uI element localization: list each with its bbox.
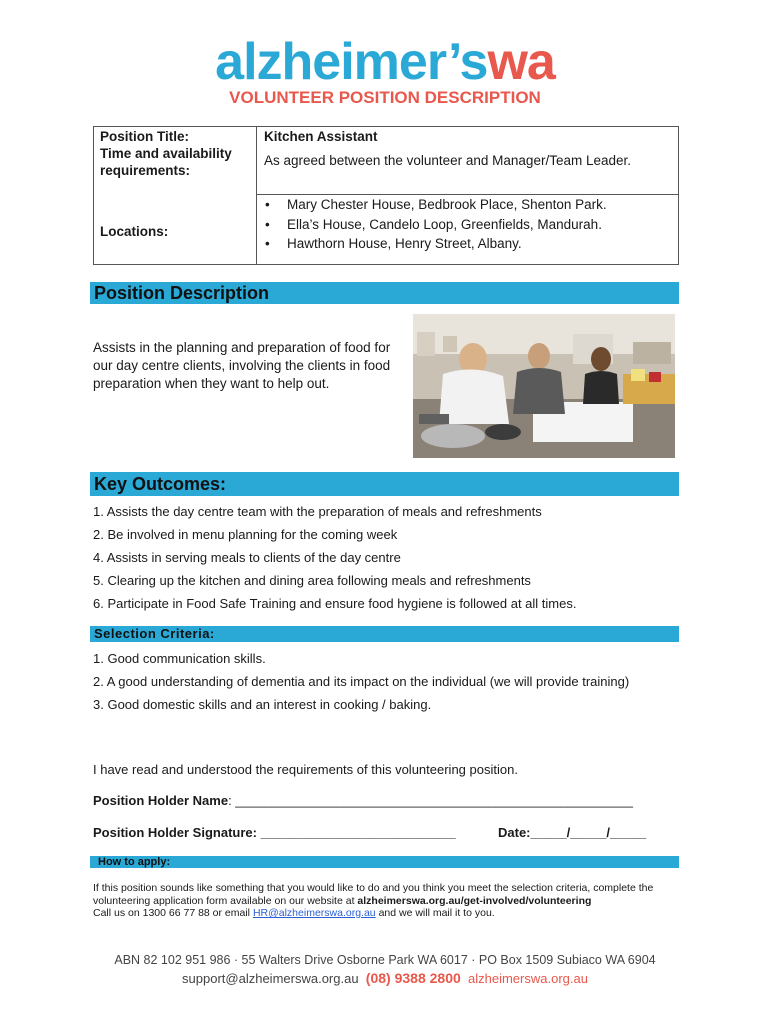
location-item: • Mary Chester House, Bedbrook Place, Shenton Park.	[257, 195, 677, 215]
declaration-text: I have read and understood the requirements of this volunteering position.	[93, 762, 518, 777]
footer-website[interactable]: alzheimerswa.org.au	[468, 971, 588, 986]
location-item: • Hawthorn House, Henry Street, Albany.	[257, 234, 677, 254]
logo-text-alzheimers: alzheimer’s	[215, 33, 488, 91]
position-holder-name-row	[93, 793, 633, 808]
how-to-apply-heading: How to apply:	[90, 856, 679, 868]
locations-label: Locations:	[100, 224, 169, 239]
locations-list-wrap	[257, 195, 677, 254]
date-label[interactable]: Date:_____/_____/_____	[498, 825, 647, 840]
time-availability-value: As agreed between the volunteer and Manager/Team Leader.	[264, 153, 631, 168]
kitchen-volunteers-photo	[413, 314, 675, 458]
footer-phone: (08) 9388 2800	[365, 970, 461, 986]
list-item: 6. Participate in Food Safe Training and ensure food hygiene is followed at all times.	[93, 596, 577, 611]
how-to-apply-text	[93, 882, 673, 920]
list-item: 4. Assists in serving meals to clients of the day centre	[93, 550, 401, 565]
apply-mail-text: and we will mail it to you.	[375, 907, 495, 919]
email-link[interactable]: HR@alzheimerswa.org.au	[252, 907, 376, 919]
selection-criteria-list	[93, 650, 653, 719]
position-title-value: Kitchen Assistant	[264, 129, 378, 144]
list-item: 2. Be involved in menu planning for the coming week	[93, 527, 398, 542]
position-description-heading: Position Description	[90, 282, 679, 304]
logo-text-wa: wa	[487, 33, 555, 91]
key-outcomes-heading: Key Outcomes:	[90, 472, 679, 496]
list-item: 3. Good domestic skills and an interest in cooking / baking.	[93, 697, 432, 712]
list-item: 1. Good communication skills.	[93, 651, 266, 666]
footer-contact	[0, 970, 770, 986]
apply-call-text: Call us on 1300 66 77 88 or email	[93, 907, 253, 919]
name-label: Position Holder Name	[93, 793, 229, 808]
time-availability-label: Time and availability requirements:	[100, 146, 232, 178]
apply-intro: If this position sounds like something that you would like to do and you think you meet the selection criteria, complete the volunteering application form available on our website at	[93, 882, 654, 907]
list-item: 2. A good understanding of dementia and its impact on the individual (we will provide training)	[93, 674, 630, 689]
footer-email[interactable]: support@alzheimerswa.org.au	[182, 971, 359, 986]
selection-criteria-heading: Selection Criteria:	[90, 626, 679, 642]
list-item: 5. Clearing up the kitchen and dining area following meals and refreshments	[93, 573, 531, 588]
position-title-label: Position Title:	[100, 129, 190, 144]
footer-address: ABN 82 102 951 986 · 55 Walters Drive Osborne Park WA 6017 · PO Box 1509 Subiaco WA 6904	[114, 953, 656, 967]
locations-list	[257, 195, 677, 254]
signature-label[interactable]: Position Holder Signature: ___________________________	[93, 825, 456, 840]
alzheimers-wa-logo	[0, 32, 770, 92]
name-line[interactable]: : _______________________________________________________	[228, 793, 633, 808]
document-title: VOLUNTEER POSITION DESCRIPTION	[229, 88, 541, 107]
website-link[interactable]: alzheimerswa.org.au/get-involved/volunteering	[357, 894, 592, 907]
position-info-table	[93, 126, 679, 265]
key-outcomes-list	[93, 503, 576, 618]
location-item: • Ella’s House, Candelo Loop, Greenfields, Mandurah.	[257, 215, 677, 235]
position-description-text: Assists in the planning and preparation of food for our day centre clients, involving the clients in food preparation when they want to help out.	[93, 340, 391, 391]
list-item: 1. Assists the day centre team with the preparation of meals and refreshments	[93, 504, 542, 519]
